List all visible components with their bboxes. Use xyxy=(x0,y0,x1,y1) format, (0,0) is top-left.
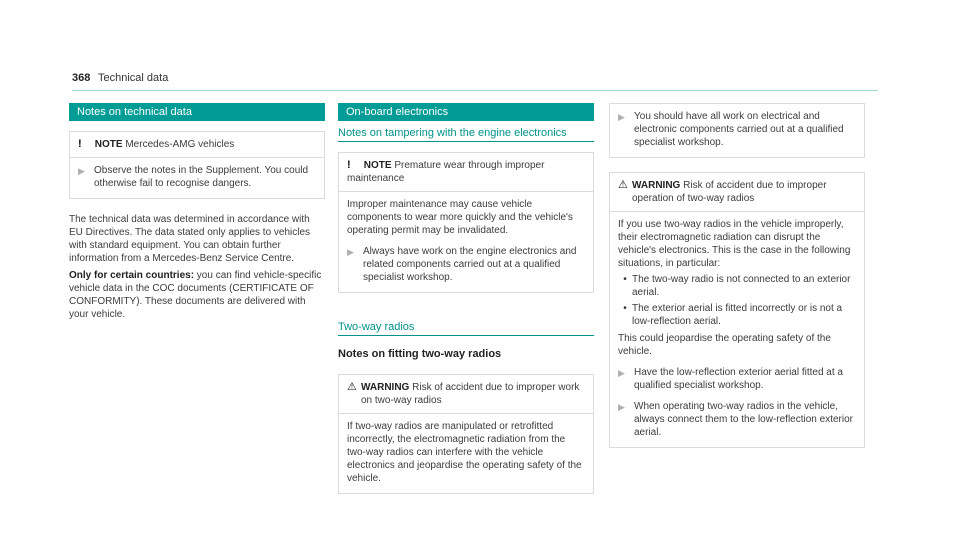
warning-body: If two-way radios are manipulated or retrofitted incorrectly, the electromagnetic radiation from the two-way radios can interfere with the vehicle electronics and jeopardise the operating safety of the vehicle. xyxy=(347,421,582,484)
step-item xyxy=(618,400,856,439)
bullet-icon: • xyxy=(623,274,627,285)
warning-box xyxy=(338,374,594,494)
arrow-right-icon: ▶ xyxy=(618,112,625,122)
arrow-right-icon: ▶ xyxy=(618,402,625,412)
section-title-technical-data: Notes on technical data xyxy=(69,103,325,121)
step-text: Have the low-reflection exterior aerial fitted at a qualified specialist workshop. xyxy=(634,367,843,391)
subsection-title-two-way-radios: Two-way radios xyxy=(338,321,594,336)
step-text: When operating two-way radios in the vehicle, always connect them to the low-reflection exterior aerial. xyxy=(634,401,853,438)
step-item xyxy=(618,366,856,392)
page-title: Technical data xyxy=(98,72,169,84)
step-box xyxy=(609,103,865,158)
column-2 xyxy=(338,103,594,494)
paragraph-countries-bold: Only for certain countries: xyxy=(69,270,195,281)
warning-triangle-icon: ⚠ xyxy=(347,381,357,393)
warning-triangle-icon: ⚠ xyxy=(618,179,628,191)
warning-label: WARNING xyxy=(361,382,410,393)
list-item-text: The two-way radio is not connected to an exterior aerial. xyxy=(632,274,851,298)
note-body: Improper maintenance may cause vehicle components to wear more quickly and the vehicle's operating permit may be invalidated. xyxy=(347,199,573,236)
arrow-right-icon: ▶ xyxy=(78,166,85,176)
step-item xyxy=(618,110,856,149)
divider xyxy=(610,211,864,212)
note-label: NOTE xyxy=(94,139,123,150)
warning-text: Risk of accident due to improper operation of two-way radios xyxy=(632,180,827,204)
divider xyxy=(339,191,593,192)
note-text: Premature wear through improper maintenance xyxy=(347,160,545,184)
page-number: 368 xyxy=(72,72,91,84)
note-box xyxy=(338,152,594,293)
exclamation-icon: ! xyxy=(347,159,351,171)
step-item xyxy=(347,245,585,284)
warning-text: Risk of accident due to improper work on two-way radios xyxy=(361,382,580,406)
warning-consequence: This could jeopardise the operating safety of the vehicle. xyxy=(618,333,831,357)
subsection-title-tampering: Notes on tampering with the engine electronics xyxy=(338,127,594,142)
column-1 xyxy=(69,103,325,321)
divider xyxy=(70,157,324,158)
column-3 xyxy=(609,103,865,448)
section-title-onboard-electronics: On-board electronics xyxy=(338,103,594,121)
heading-fitting-radios: Notes on fitting two-way radios xyxy=(338,348,502,360)
arrow-right-icon: ▶ xyxy=(618,368,625,378)
warning-body: If you use two-way radios in the vehicle improperly, their electromagnetic radiation can disrupt the vehicle's electronics. This is the case in the following situations, in particular: xyxy=(618,219,851,269)
paragraph-technical-data: The technical data was determined in accordance with EU Directives. The data stated only applies to vehicles with standard equipment. You can obtain further information from a Mercedes-Benz Service Centre. xyxy=(69,214,311,264)
step-text: You should have all work on electrical and electronic components carried out at a qualified specialist workshop. xyxy=(634,111,844,148)
step-item xyxy=(78,164,316,190)
paragraph-countries xyxy=(69,269,325,321)
note-label: NOTE xyxy=(363,160,392,171)
warning-label: WARNING xyxy=(632,180,681,191)
arrow-right-icon: ▶ xyxy=(347,247,354,257)
exclamation-icon: ! xyxy=(78,138,82,150)
list-item xyxy=(618,302,856,328)
step-text: Observe the notes in the Supplement. You could otherwise fail to recognise dangers. xyxy=(94,165,309,189)
header-rule xyxy=(72,90,878,91)
note-box xyxy=(69,131,325,199)
step-text: Always have work on the engine electronics and related components carried out at a qualified specialist workshop. xyxy=(363,246,577,283)
bullet-icon: • xyxy=(623,303,627,314)
list-item xyxy=(618,273,856,299)
warning-box xyxy=(609,172,865,448)
list-item-text: The exterior aerial is fitted incorrectly or is not a low-reflection aerial. xyxy=(632,303,843,327)
paragraph-countries-text: you can find vehicle-specific vehicle data in the COC documents (CERTIFICATE OF CONFORMITY). These documents are delivered with your vehicle. xyxy=(69,270,322,320)
note-text: Mercedes-AMG vehicles xyxy=(125,139,235,150)
divider xyxy=(339,413,593,414)
